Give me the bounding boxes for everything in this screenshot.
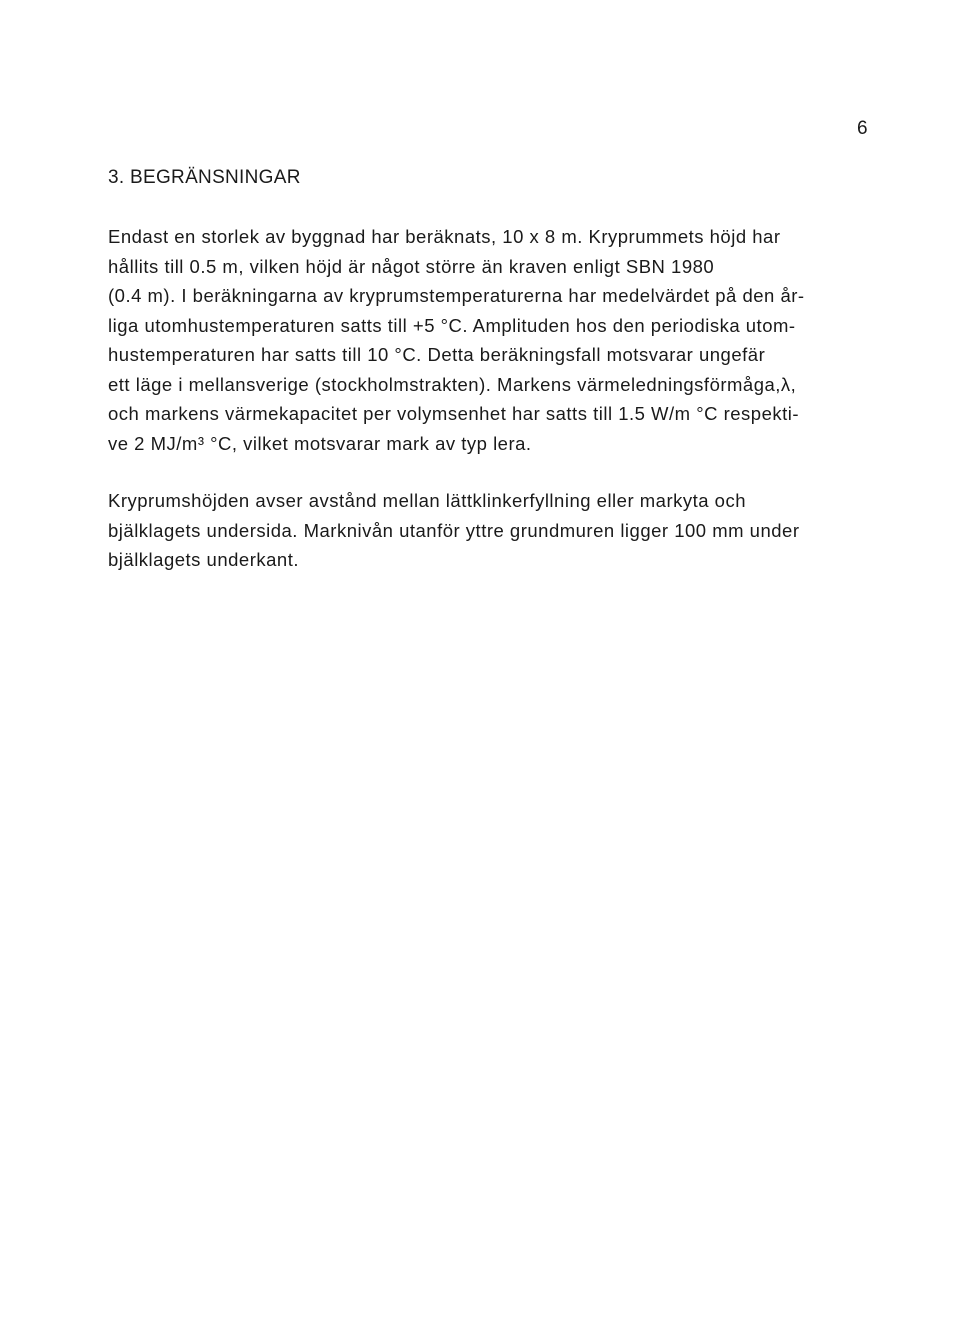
paragraph-crawlspace-height bbox=[108, 486, 888, 575]
text-line: hustemperaturen har satts till 10 °C. Detta beräkningsfall motsvarar ungefär bbox=[108, 344, 766, 365]
section-heading: 3. BEGRÄNSNINGAR bbox=[108, 167, 301, 188]
text-line: Endast en storlek av byggnad har beräknats, 10 x 8 m. Kryprummets höjd har bbox=[108, 226, 781, 247]
text-line: och markens värmekapacitet per volymsenhet har satts till 1.5 W/m °C respekti- bbox=[108, 403, 800, 424]
text-line: (0.4 m). I beräkningarna av kryprumstemperaturerna har medelvärdet på den år- bbox=[108, 285, 805, 306]
page-number: 6 bbox=[857, 118, 868, 139]
text-line: liga utomhustemperaturen satts till +5 °C. Amplituden hos den periodiska utom- bbox=[108, 314, 796, 336]
text-line: hållits till 0.5 m, vilken höjd är något större än kraven enligt SBN 1980 bbox=[108, 255, 715, 277]
text-line: bjälklagets underkant. bbox=[108, 549, 299, 570]
text-line: ett läge i mellansverige (stockholmstrakten). Markens värmeledningsförmåga,λ, bbox=[108, 373, 797, 395]
text-line: bjälklagets undersida. Marknivån utanför yttre grundmuren ligger 100 mm under bbox=[108, 519, 800, 541]
paragraph-limitations bbox=[108, 222, 888, 458]
text-line: Kryprumshöjden avser avstånd mellan lättklinkerfyllning eller markyta och bbox=[108, 490, 747, 511]
text-line: ve 2 MJ/m³ °C, vilket motsvarar mark av typ lera. bbox=[108, 432, 532, 454]
